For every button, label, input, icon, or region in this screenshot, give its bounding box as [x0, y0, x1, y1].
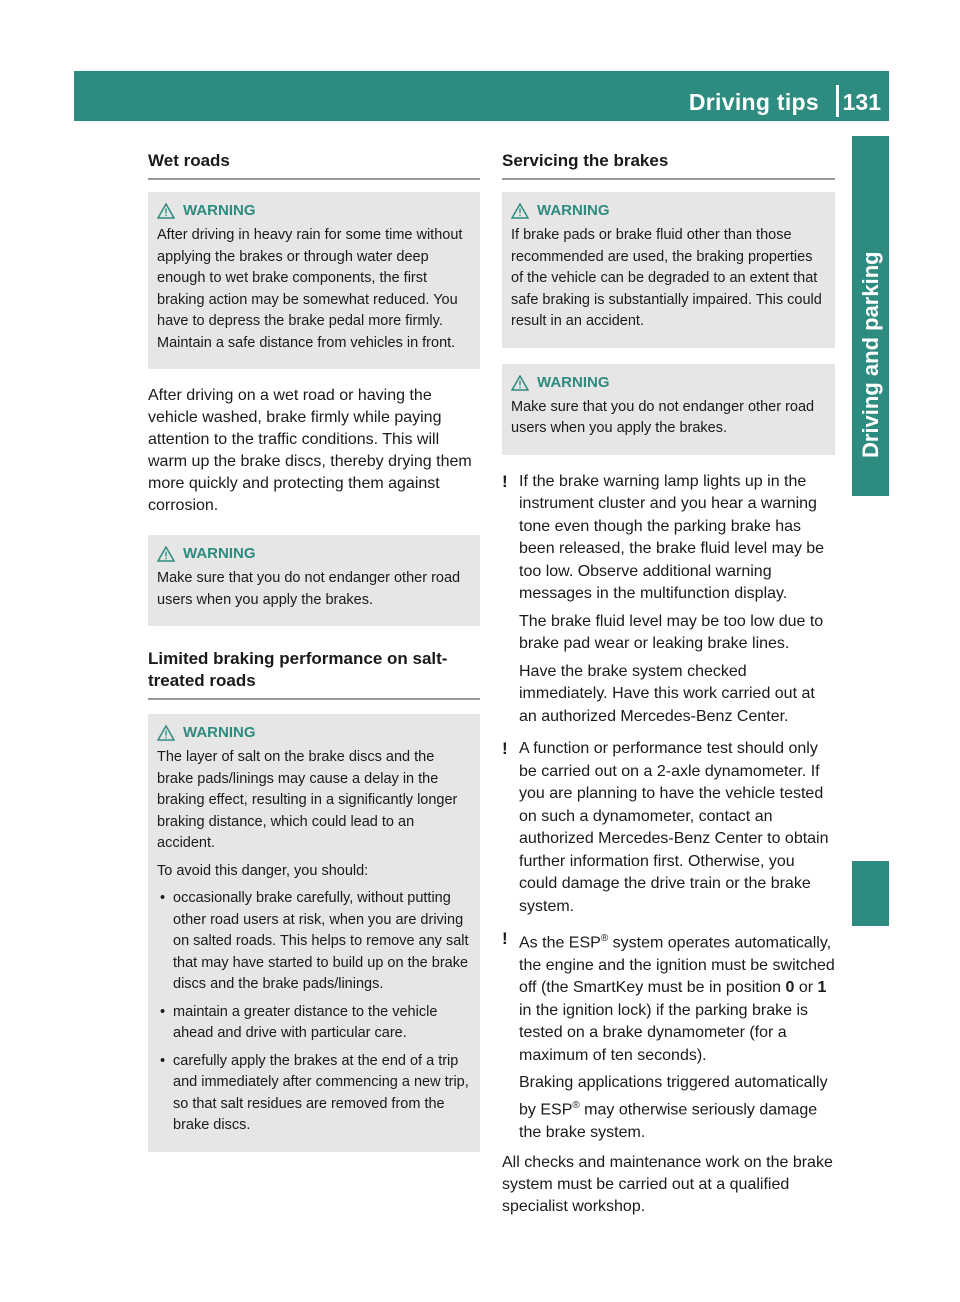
warning-label: WARNING — [537, 202, 610, 219]
list-item-text: carefully apply the brakes at the end of a trip and immediately after commencing a new trip, so that salt residues are removed from the brake discs. — [173, 1052, 469, 1133]
note-text-part: may otherwise seriously damage the brake system. — [519, 1101, 818, 1141]
note-text-part: in the ignition lock) if the parking brake is tested on a brake dynamometer (for a maximum of ten seconds). — [519, 1001, 809, 1064]
page-number: 131 — [842, 89, 881, 115]
body-paragraph: After driving on a wet road or having the vehicle washed, brake firmly while paying attention to the traffic conditions. This will warm up the brake discs, thereby drying them more quickly and protecting them against corrosion. — [148, 387, 472, 514]
warning-intro: To avoid this danger, you should: — [157, 862, 369, 879]
chapter-tab — [852, 136, 889, 496]
warning-text: Make sure that you do not endanger other road users when you apply the brakes. — [511, 398, 815, 436]
warning-box — [148, 192, 480, 369]
section-title-wet-roads: Wet roads — [148, 150, 480, 180]
note-icon: ! — [502, 929, 508, 948]
note-block — [502, 928, 835, 1144]
list-item — [157, 888, 471, 996]
warning-heading — [511, 201, 826, 221]
warning-label: WARNING — [183, 724, 256, 741]
registered-mark: ® — [572, 1099, 580, 1111]
note-text — [519, 1072, 835, 1144]
list-item-text: occasionally brake carefully, without putting other road users at risk, when you are driving on salted roads. This helps to remove any salt that may have started to build up on the brake discs and the brake pads/linings. — [173, 890, 469, 992]
chapter-marker — [852, 861, 889, 926]
key-position-0: 0 — [785, 979, 795, 997]
header-divider — [836, 85, 839, 117]
warning-label: WARNING — [183, 202, 256, 219]
warning-box — [148, 535, 480, 626]
note-text — [519, 928, 835, 1067]
warning-heading — [157, 201, 471, 221]
right-column — [502, 150, 835, 1232]
warning-label: WARNING — [183, 545, 256, 562]
page-header-bar — [74, 71, 889, 121]
note-block — [502, 738, 835, 918]
warning-heading — [157, 544, 471, 564]
chapter-tab-label: Driving and parking — [858, 251, 883, 458]
body-paragraph: All checks and maintenance work on the brake system must be carried out at a qualified specialist workshop. — [502, 1154, 833, 1216]
warning-heading — [157, 723, 471, 743]
warning-box — [148, 714, 480, 1152]
warning-text: Make sure that you do not endanger other road users when you apply the brakes. — [157, 570, 461, 608]
warning-triangle-icon — [157, 725, 175, 741]
note-icon: ! — [502, 739, 508, 758]
note-text: If the brake warning lamp lights up in the instrument cluster and you hear a warning tone even though the parking brake has been released, the brake fluid level may be too low. Observe additional warning messages in the multifunction display. — [519, 472, 825, 602]
bullet-marker: • — [160, 1003, 166, 1020]
list-item — [157, 1051, 471, 1137]
warning-text: The layer of salt on the brake discs and the brake pads/linings may cause a delay in the braking effect, resulting in a significantly longer braking distance, which could lead to an accident. — [157, 749, 458, 851]
note-text-part: or — [794, 979, 818, 997]
note-icon: ! — [502, 471, 508, 491]
warning-text: After driving in heavy rain for some time without applying the brakes or through water deep enough to wet brake components, the first braking action may be somewhat reduced. You have to depress the brake pedal more firmly. Maintain a safe distance from vehicles in front. — [157, 227, 463, 351]
warning-label: WARNING — [537, 373, 610, 391]
note-text-part: system operates automatically, the engine and the ignition must be switched off (the SmartKey must be in position — [519, 934, 835, 997]
warning-heading — [511, 373, 826, 393]
left-column — [148, 150, 480, 1168]
section-title-servicing: Servicing the brakes — [502, 150, 835, 180]
chapter-sidebar — [852, 136, 889, 1168]
warning-box — [502, 364, 835, 455]
bullet-marker: • — [160, 1052, 166, 1069]
warning-triangle-icon — [511, 203, 529, 219]
note-text: The brake fluid level may be too low due to brake pad wear or leaking brake lines. — [519, 612, 824, 652]
chapter-title: Driving tips — [688, 89, 819, 115]
warning-text: If brake pads or brake fluid other than those recommended are used, the braking properties of the vehicle can be degraded to an extent that safe braking is substantially impaired. This could result in an accident. — [511, 227, 822, 329]
key-position-1: 1 — [817, 979, 827, 997]
warning-triangle-icon — [157, 546, 175, 562]
note-block — [502, 471, 835, 729]
list-item — [157, 1002, 471, 1045]
note-text: A function or performance test should only be carried out on a 2-axle dynamometer. If you are planning to have the vehicle tested on such a dynamometer, contact an authorized Mercedes-Benz Center to obtain further information first. Otherwise, you could damage the drive train or the brake system. — [519, 740, 829, 915]
warning-box — [502, 192, 835, 348]
note-text-part: Braking applications triggered automatically by ESP — [519, 1074, 828, 1119]
warning-triangle-icon — [511, 375, 529, 391]
note-text: Have the brake system checked immediately. Have this work carried out at an authorized Mercedes-Benz Center. — [519, 662, 815, 725]
note-text-part: As the ESP — [519, 934, 601, 952]
bullet-marker: • — [160, 890, 166, 906]
list-item-text: maintain a greater distance to the vehicle ahead and drive with particular care. — [173, 1003, 438, 1041]
section-title-salt-roads: Limited braking performance on salt-treated roads — [148, 648, 480, 700]
warning-triangle-icon — [157, 203, 175, 219]
registered-mark: ® — [600, 933, 609, 944]
